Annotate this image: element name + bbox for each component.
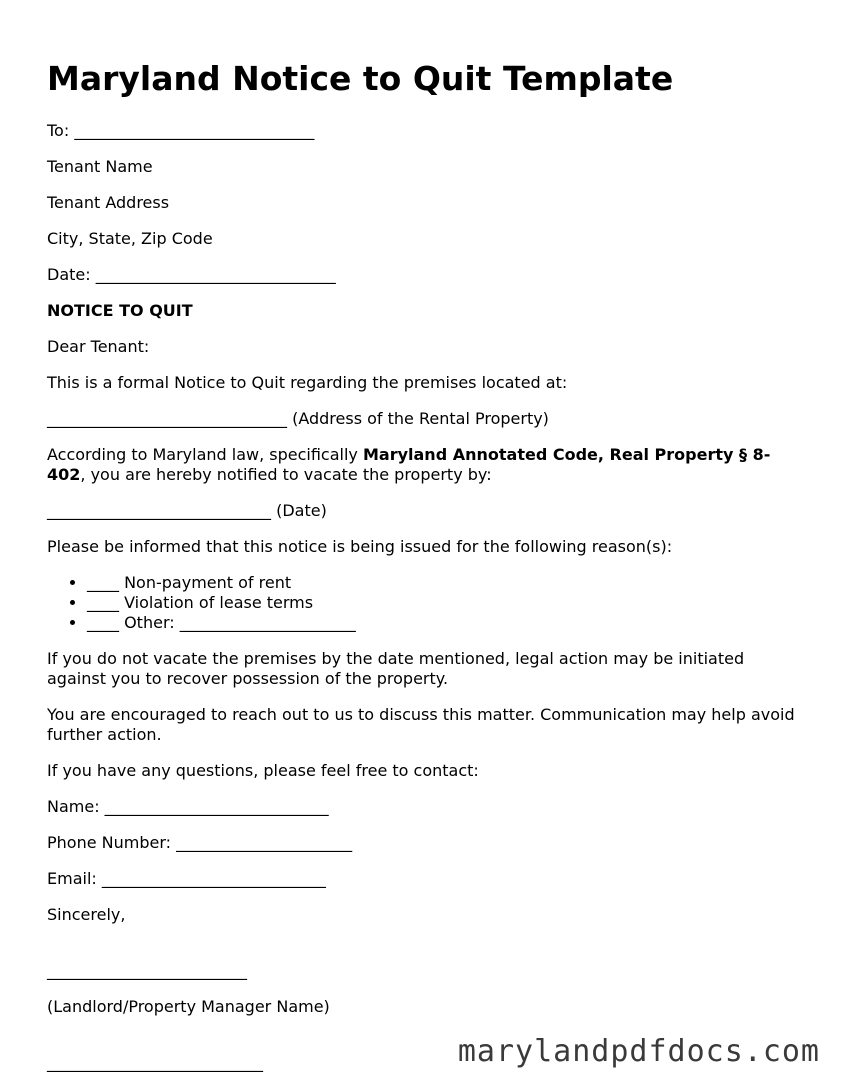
property-address-line: ______________________________ (Address of the Rental Property) (47, 409, 549, 428)
encourage-paragraph: You are encouraged to reach out to us to discuss this matter. Communication may help avoid further action. (47, 705, 795, 744)
document-title: Maryland Notice to Quit Template (47, 59, 674, 98)
signature-gap (47, 941, 807, 961)
date-line: Date: ______________________________ (47, 265, 336, 284)
signer-label: (Landlord/Property Manager Name) (47, 997, 330, 1016)
contact-name-line: Name: ____________________________ (47, 797, 329, 816)
reasons-list (47, 573, 807, 633)
intro-paragraph: This is a formal Notice to Quit regarding the premises located at: (47, 373, 568, 392)
vacate-date-line: ____________________________ (Date) (47, 501, 327, 520)
contact-phone-line: Phone Number: ______________________ (47, 833, 353, 852)
bottom-signature-line: ___________________________ (47, 1053, 263, 1072)
signature-line: _________________________ (47, 961, 247, 980)
law-citation: Maryland Annotated Code, Real Property § 8-402 (47, 445, 771, 484)
law-suffix: , you are hereby notified to vacate the property by: (80, 465, 492, 484)
notice-heading (47, 301, 807, 321)
reason-item-nonpayment: • ____ Non-payment of rent (87, 573, 807, 593)
city-state-zip-label: City, State, Zip Code (47, 229, 213, 248)
document-body (47, 121, 807, 1089)
tenant-address-label: Tenant Address (47, 193, 170, 212)
law-paragraph (47, 445, 807, 485)
tenant-name-label: Tenant Name (47, 157, 153, 176)
questions-paragraph: If you have any questions, please feel free to contact: (47, 761, 479, 780)
reason-item-violation: • ____ Violation of lease terms (87, 593, 807, 613)
contact-email-line: Email: ____________________________ (47, 869, 326, 888)
notice-heading-text: NOTICE TO QUIT (47, 301, 193, 320)
reason-item-other: • ____ Other: ______________________ (87, 613, 807, 633)
reasons-intro: Please be informed that this notice is being issued for the following reason(s): (47, 537, 673, 556)
closing: Sincerely, (47, 905, 126, 924)
salutation: Dear Tenant: (47, 337, 150, 356)
watermark-text: marylandpdfdocs.com (457, 1034, 820, 1069)
legal-action-paragraph: If you do not vacate the premises by the date mentioned, legal action may be initiated against you to recover possession of the property. (47, 649, 745, 688)
law-prefix: According to Maryland law, specifically (47, 445, 363, 464)
to-line: To: ______________________________ (47, 121, 315, 140)
